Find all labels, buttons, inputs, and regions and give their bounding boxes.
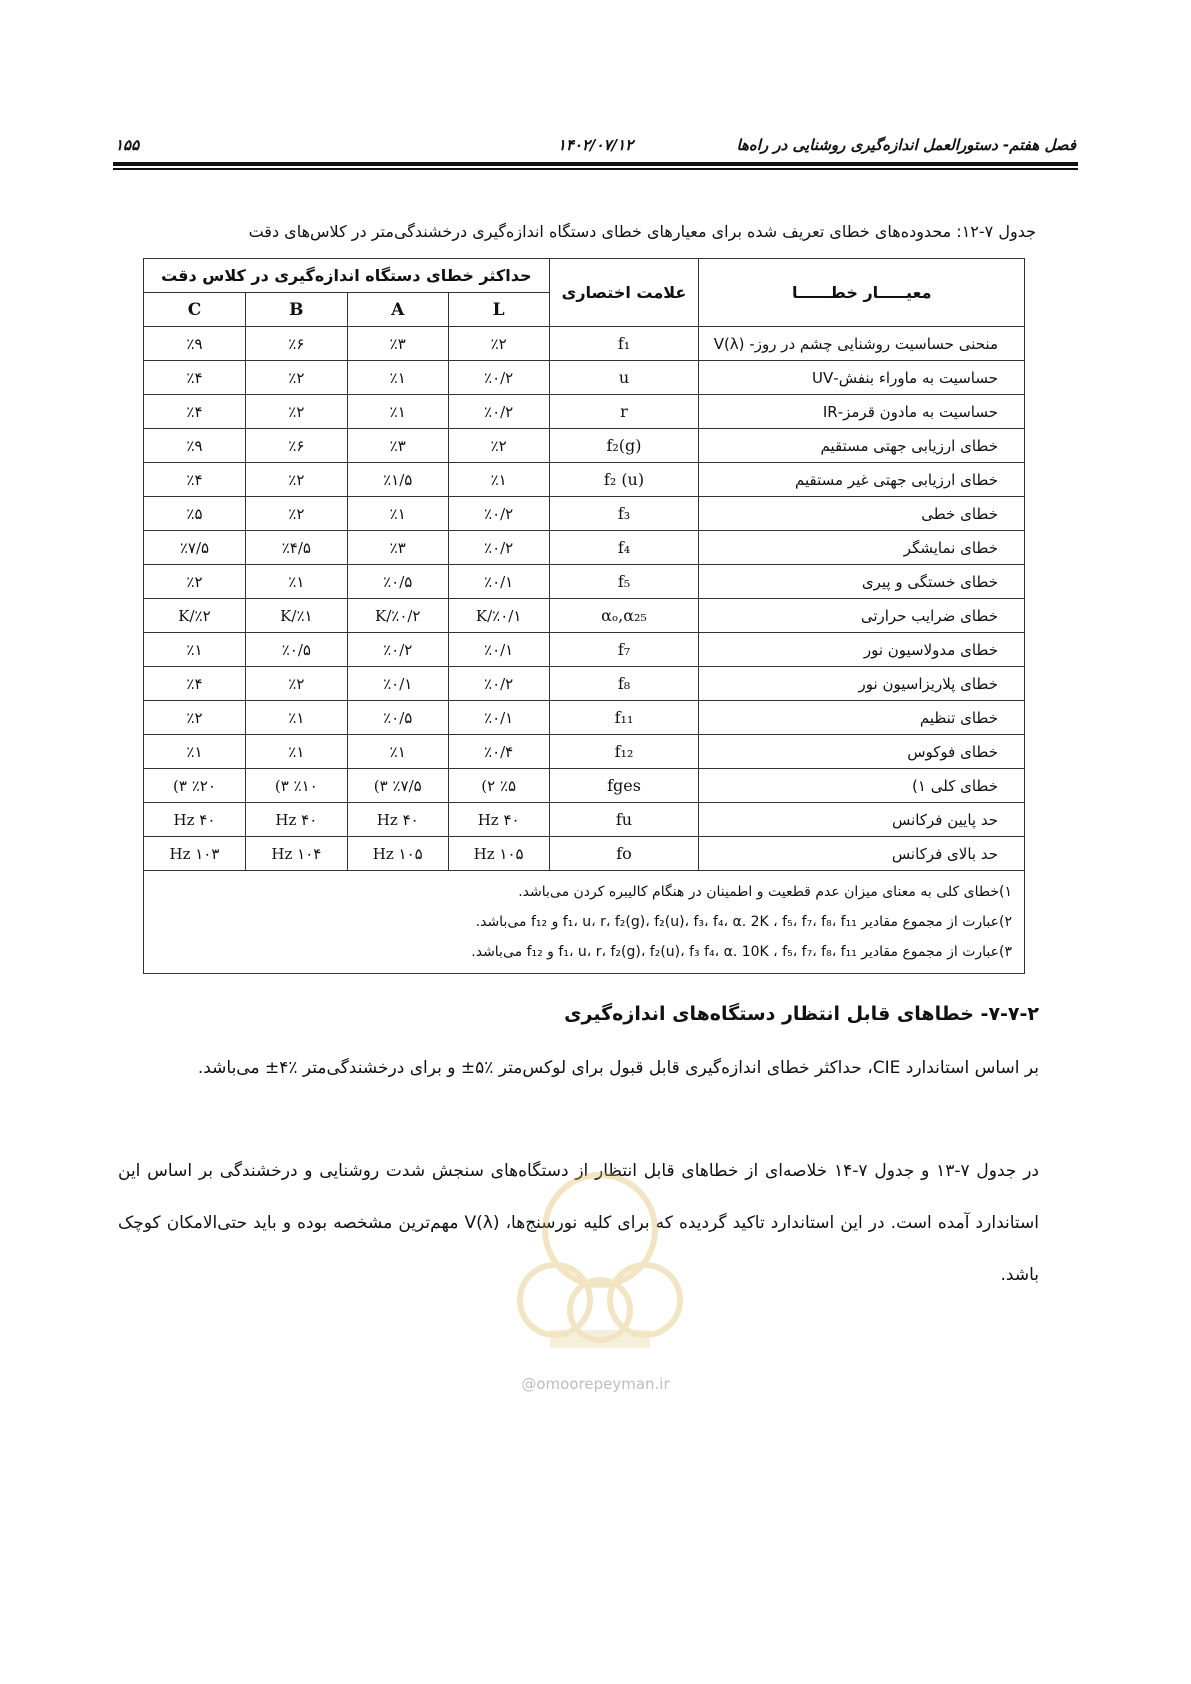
table-row (144, 701, 1025, 735)
class-b-cell: ٪۴/۵ (245, 531, 347, 565)
class-l-cell: ۱۰۵ Hz (448, 837, 549, 871)
class-a-cell: ۱۰۵ Hz (347, 837, 448, 871)
class-b-cell: ٪۰/۵ (245, 633, 347, 667)
class-l-cell: ٪۲ (448, 327, 549, 361)
symbol-cell: fo (549, 837, 699, 871)
table-row (144, 429, 1025, 463)
class-b-cell: ٪۶ (245, 327, 347, 361)
criterion-cell: خطای خطی (699, 497, 1025, 531)
class-b-cell: ۴۰ Hz (245, 803, 347, 837)
symbol-cell: f₈ (549, 667, 699, 701)
class-l-cell: ٪۰/۱ (448, 701, 549, 735)
class-b-cell: ٪۲ (245, 497, 347, 531)
class-a-cell: ٪۷/۵ ۳) (347, 769, 448, 803)
class-l-cell: ٪۱ (448, 463, 549, 497)
class-b-cell: ٪۱ (245, 565, 347, 599)
table-caption: جدول ۷-۱۲: محدوده‌های خطای تعریف شده برای معیارهای خطای دستگاه اندازه‌گیری درخشندگی‌متر در کلاس‌های دقت (248, 222, 1036, 241)
table-row (144, 497, 1025, 531)
table-row (144, 395, 1025, 429)
class-b-cell: ٪۲ (245, 395, 347, 429)
paragraph-2: در جدول ۷-۱۳ و جدول ۷-۱۴ خلاصه‌ای از خطاهای قابل انتظار از دستگاه‌های سنجش شدت روشنایی و درخشندگی بر اساس این استاندارد آمده است. در این استاندارد تاکید گردیده که برای کلیه نورسنج‌ها، V(λ) مهم‌ترین مشخصه بوده و باید حتی‌الامکان کوچک باشد. (118, 1161, 1039, 1285)
class-a-cell: ٪۳ (347, 531, 448, 565)
symbol-cell: f₅ (549, 565, 699, 599)
class-b-cell: ۱۰۴ Hz (245, 837, 347, 871)
criterion-cell: حساسیت به ماوراء بنفش-UV (699, 361, 1025, 395)
header-class-b: B (245, 293, 347, 327)
class-a-cell: ٪۳ (347, 327, 448, 361)
class-c-cell: ٪۴ (144, 395, 246, 429)
class-b-cell: ٪۱۰ ۳) (245, 769, 347, 803)
class-a-cell: ٪۰/۱ (347, 667, 448, 701)
class-l-cell: ٪۰/۲ (448, 497, 549, 531)
table-row (144, 837, 1025, 871)
criterion-cell: خطای ارزیابی جهتی مستقیم (699, 429, 1025, 463)
note-2: ۲)عبارت از مجموع مقادیر f₁، u، r، f₂(g)، f₂(u)، f₃، f₄، α. 2K ، f₅، f₇، f₈، f₁₁ و f₁₂ می‌باشد. (475, 914, 1012, 930)
class-b-cell: ٪۲ (245, 463, 347, 497)
table-row (144, 667, 1025, 701)
table-row (144, 769, 1025, 803)
header-class-l: L (448, 293, 549, 327)
header-date: ۱۴۰۲/۰۷/۱۲ (557, 136, 634, 154)
class-a-cell: ٪۰/۲ (347, 633, 448, 667)
header-rule-thick (113, 162, 1078, 166)
class-a-cell: ٪۱ (347, 735, 448, 769)
class-l-cell: ٪۵ ۲) (448, 769, 549, 803)
criterion-cell: منحنی حساسیت روشنایی چشم در روز- V(λ) (699, 327, 1025, 361)
page-number: ۱۵۵ (115, 136, 140, 154)
section-heading: ۷-۷-۲- خطاهای قابل انتظار دستگاه‌های اندازه‌گیری (564, 1003, 1039, 1025)
criterion-cell: خطای تنظیم (699, 701, 1025, 735)
class-a-cell: ٪۰/۲/K (347, 599, 448, 633)
table-row (144, 327, 1025, 361)
symbol-cell: f₃ (549, 497, 699, 531)
class-l-cell: ٪۰/۲ (448, 395, 549, 429)
class-a-cell: ۴۰ Hz (347, 803, 448, 837)
class-c-cell: ۴۰ Hz (144, 803, 246, 837)
header-max-error: حداکثر خطای دستگاه اندازه‌گیری در کلاس دقت (144, 259, 550, 293)
class-l-cell: ٪۰/۴ (448, 735, 549, 769)
class-b-cell: ٪۱ (245, 735, 347, 769)
paragraph-1: بر اساس استاندارد CIE، حداکثر خطای اندازه‌گیری قابل قبول برای لوکس‌متر ٪۵± و برای درخشندگی‌متر ٪۴± می‌باشد. (197, 1058, 1039, 1078)
class-b-cell: ٪۲ (245, 361, 347, 395)
class-a-cell: ٪۰/۵ (347, 701, 448, 735)
criterion-cell: خطای ارزیابی جهتی غیر مستقیم (699, 463, 1025, 497)
symbol-cell: r (549, 395, 699, 429)
class-l-cell: ۴۰ Hz (448, 803, 549, 837)
chapter-title: فصل هفتم- دستورالعمل اندازه‌گیری روشنایی در راه‌ها (736, 136, 1076, 154)
symbol-cell: fu (549, 803, 699, 837)
table-row (144, 361, 1025, 395)
class-c-cell: ٪۴ (144, 361, 246, 395)
header-symbol: علامت اختصاری (549, 259, 699, 327)
note-1: ۱)خطای کلی به معنای میزان عدم قطعیت و اطمینان در هنگام کالیبره کردن می‌باشد. (518, 884, 1012, 900)
table-notes (144, 871, 1025, 974)
class-l-cell: ٪۲ (448, 429, 549, 463)
symbol-cell: αₒ,α₂₅ (549, 599, 699, 633)
criterion-cell: خطای نمایشگر (699, 531, 1025, 565)
class-c-cell: ٪۷/۵ (144, 531, 246, 565)
class-b-cell: ٪۱/K (245, 599, 347, 633)
class-l-cell: ٪۰/۲ (448, 667, 549, 701)
symbol-cell: f₁ (549, 327, 699, 361)
class-a-cell: ٪۱ (347, 497, 448, 531)
class-a-cell: ٪۱/۵ (347, 463, 448, 497)
criterion-cell: خطای فوکوس (699, 735, 1025, 769)
class-c-cell: ٪۵ (144, 497, 246, 531)
class-l-cell: ٪۰/۱ (448, 633, 549, 667)
class-c-cell: ٪۲۰ ۳) (144, 769, 246, 803)
symbol-cell: u (549, 361, 699, 395)
symbol-cell: f₂ (u) (549, 463, 699, 497)
note-3: ۳)عبارت از مجموع مقادیر f₁، u، r، f₂(g)، f₂(u)، f₃ f₄، α. 10K ، f₅، f₇، f₈، f₁₁ و f₁₂ می‌باشد. (471, 944, 1012, 960)
symbol-cell: f₁₂ (549, 735, 699, 769)
symbol-cell: f₇ (549, 633, 699, 667)
header-criterion: معیـــــار خطــــــا (699, 259, 1025, 327)
class-c-cell: ٪۲/K (144, 599, 246, 633)
class-c-cell: ٪۴ (144, 463, 246, 497)
criterion-cell: حساسیت به مادون قرمز-IR (699, 395, 1025, 429)
header-class-c: C (144, 293, 246, 327)
table-body (144, 327, 1025, 871)
symbol-cell: f₁₁ (549, 701, 699, 735)
symbol-cell: fges (549, 769, 699, 803)
class-a-cell: ٪۰/۵ (347, 565, 448, 599)
error-limits-table (143, 258, 1025, 974)
class-a-cell: ٪۳ (347, 429, 448, 463)
criterion-cell: خطای ضرایب حرارتی (699, 599, 1025, 633)
table-row (144, 463, 1025, 497)
class-l-cell: ٪۰/۲ (448, 361, 549, 395)
criterion-cell: خطای مدولاسیون نور (699, 633, 1025, 667)
class-c-cell: ۱۰۳ Hz (144, 837, 246, 871)
class-l-cell: ٪۰/۱ (448, 565, 549, 599)
class-l-cell: ٪۰/۱/K (448, 599, 549, 633)
symbol-cell: f₄ (549, 531, 699, 565)
table-row (144, 735, 1025, 769)
class-c-cell: ٪۲ (144, 565, 246, 599)
symbol-cell: f₂(g) (549, 429, 699, 463)
class-a-cell: ٪۱ (347, 361, 448, 395)
class-b-cell: ٪۱ (245, 701, 347, 735)
criterion-cell: خطای خستگی و پیری (699, 565, 1025, 599)
table-row (144, 803, 1025, 837)
class-c-cell: ٪۱ (144, 735, 246, 769)
class-c-cell: ٪۴ (144, 667, 246, 701)
class-b-cell: ٪۶ (245, 429, 347, 463)
page-header (115, 130, 1076, 160)
gear-emblem-icon (495, 1160, 705, 1360)
criterion-cell: خطای کلی ۱) (699, 769, 1025, 803)
class-c-cell: ٪۹ (144, 327, 246, 361)
class-b-cell: ٪۲ (245, 667, 347, 701)
watermark-text: @omoorepeyman.ir (521, 1375, 670, 1393)
criterion-cell: خطای پلاریزاسیون نور (699, 667, 1025, 701)
criterion-cell: حد پایین فرکانس (699, 803, 1025, 837)
header-rule-thin (113, 168, 1078, 170)
table-row (144, 599, 1025, 633)
class-l-cell: ٪۰/۲ (448, 531, 549, 565)
table-row (144, 565, 1025, 599)
criterion-cell: حد بالای فرکانس (699, 837, 1025, 871)
table-row (144, 531, 1025, 565)
class-c-cell: ٪۹ (144, 429, 246, 463)
class-c-cell: ٪۱ (144, 633, 246, 667)
table-row (144, 633, 1025, 667)
class-a-cell: ٪۱ (347, 395, 448, 429)
header-class-a: A (347, 293, 448, 327)
class-c-cell: ٪۲ (144, 701, 246, 735)
